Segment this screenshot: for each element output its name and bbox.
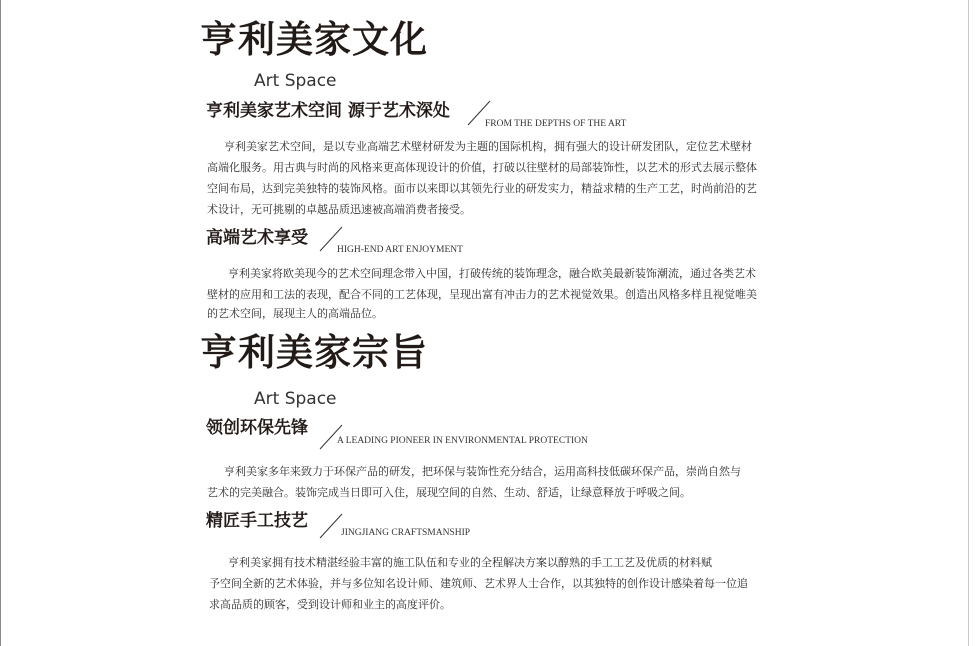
- para-line: 壁材的应用和工法的表现，配合不同的工艺体现，呈现出富有冲击力的艺术视觉效果。创造出风格多样且视觉唯美: [207, 288, 757, 301]
- page-left-border: [0, 0, 1, 646]
- tagline-eco-pioneer: A LEADING PIONEER IN ENVIRONMENTAL PROTECTION: [337, 436, 588, 446]
- para-line: 艺术的完美融合。装饰完成当日即可入住，展现空间的自然、生动、舒适，让绿意释放于呼吸之间。: [207, 486, 691, 499]
- heading-high-end-art: 高端艺术享受: [206, 228, 308, 248]
- para-line: 求高品质的顾客，受到设计师和业主的高度评价。: [209, 598, 451, 611]
- section1-title: 亨利美家文化: [200, 18, 428, 61]
- heading-art-space-origin: 亨利美家艺术空间 源于艺术深处: [206, 101, 450, 121]
- tagline-craftsmanship: JINGJIANG CRAFTSMANSHIP: [341, 528, 471, 538]
- heading-eco-pioneer: 领创环保先锋: [206, 418, 308, 438]
- para-line: 的艺术空间，展现主人的高端品位。: [207, 307, 383, 320]
- para-line: 亨利美家艺术空间，是以专业高端艺术壁材研发为主题的国际机构，拥有强大的设计研发团队，定位艺术壁材: [224, 140, 752, 153]
- tagline-high-end: HIGH-END ART ENJOYMENT: [337, 245, 463, 255]
- heading-craftsmanship: 精匠手工技艺: [206, 511, 308, 531]
- tagline-from-depths: FROM THE DEPTHS OF THE ART: [485, 119, 627, 129]
- para-line: 亨利美家将欧美现今的艺术空间理念带入中国，打破传统的装饰理念，融合欧美最新装饰潮流，通过各类艺术: [228, 267, 756, 280]
- page-right-border: [968, 0, 969, 646]
- para-line: 予空间全新的艺术体验，并与多位知名设计师、建筑师、艺术界人士合作，以其独特的创作设计感染着每一位追: [209, 577, 748, 590]
- para-line: 空间布局，达到完美独特的装饰风格。面市以来即以其领先行业的研发实力，精益求精的生产工艺，时尚前沿的艺: [207, 182, 757, 195]
- section2-art-space: Art Space: [254, 389, 337, 409]
- section2-title: 亨利美家宗旨: [200, 331, 428, 374]
- para-line: 亨利美家多年来致力于环保产品的研发，把环保与装饰性充分结合，运用高科技低碳环保产品，崇尚自然与: [224, 465, 741, 478]
- section1-art-space: Art Space: [254, 71, 337, 91]
- para-line: 亨利美家拥有技术精湛经验丰富的施工队伍和专业的全程解决方案以醇熟的手工工艺及优质的材料赋: [228, 556, 712, 569]
- para-line: 术设计，无可挑剔的卓越品质迅速被高端消费者接受。: [207, 203, 471, 216]
- para-line: 高端化服务。用古典与时尚的风格来更高体现设计的价值，打破以往壁材的局部装饰性，以艺术的形式去展示整体: [207, 161, 757, 174]
